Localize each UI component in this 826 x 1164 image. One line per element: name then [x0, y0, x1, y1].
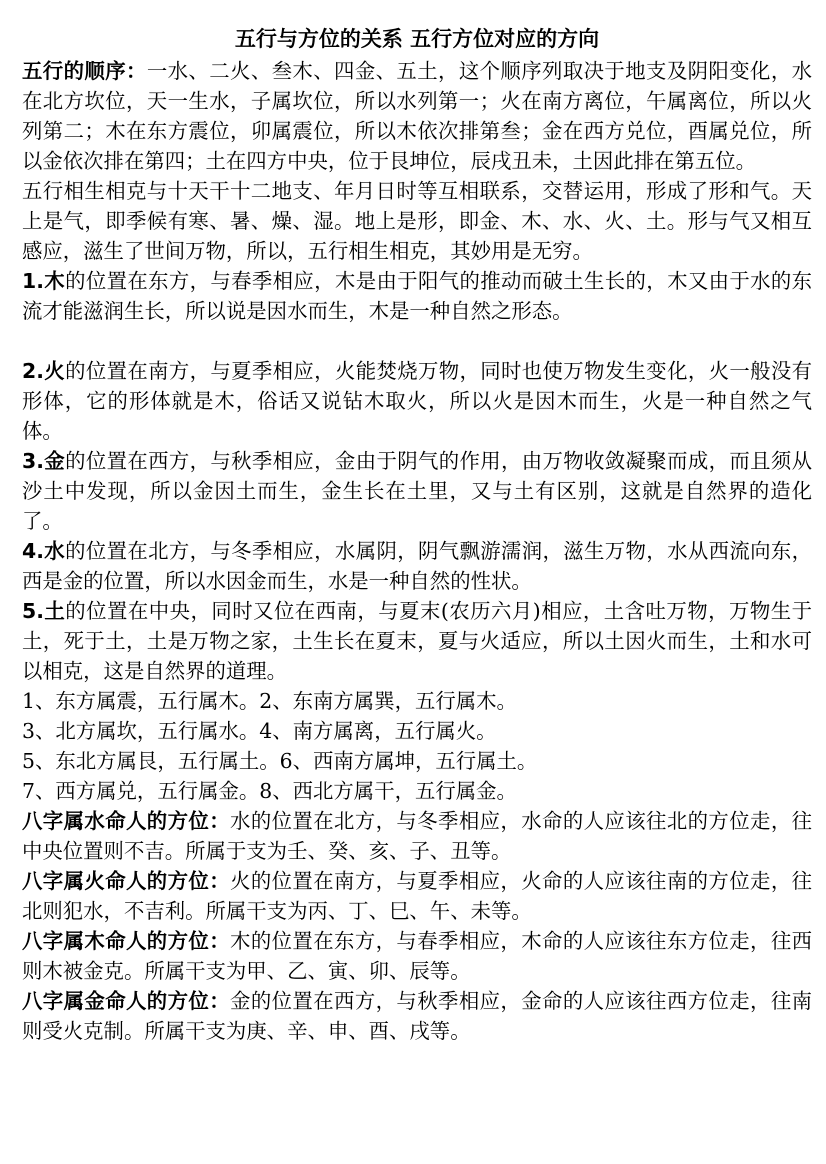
element-number: 5. — [22, 599, 44, 623]
page-title: 五行与方位的关系 五行方位对应的方向 — [234, 27, 600, 51]
bazi-text: 木的位置在东方，与春季相应，木命的人应该往东方位走，往西则木被金克。所属干支为甲、乙、寅、卯、辰等。 — [22, 929, 813, 983]
bazi-paragraph-metal — [22, 986, 812, 1046]
bazi-paragraph-fire — [22, 866, 812, 926]
direction-line: 3、北方属坎，五行属水。4、南方属离，五行属火。 — [22, 719, 497, 743]
bazi-label: 八字属火命人的方位： — [22, 869, 231, 893]
element-paragraph-earth — [22, 596, 812, 686]
element-paragraph-fire — [22, 356, 812, 446]
blank-line — [22, 326, 812, 356]
element-text: 的位置在南方，与夏季相应，火能焚烧万物，同时也使万物发生变化，火一般没有形体，它的形体就是木，俗话又说钻木取火，所以火是因木而生，火是一种自然之气体。 — [22, 359, 813, 443]
bazi-label: 八字属木命人的方位： — [22, 929, 231, 953]
element-text: 的位置在西方，与秋季相应，金由于阴气的作用，由万物收敛凝聚而成，而且须从沙土中发现，所以金因土而生，金生长在土里，又与土有区别，这就是自然界的造化了。 — [22, 449, 813, 533]
bazi-paragraph-water — [22, 806, 812, 866]
bazi-text: 水的位置在北方，与冬季相应，水命的人应该往北的方位走，往中央位置则不吉。所属于支为壬、癸、亥、子、丑等。 — [22, 809, 813, 863]
order-paragraph — [22, 56, 812, 176]
bazi-paragraph-wood — [22, 926, 812, 986]
element-text: 的位置在中央，同时又位在西南，与夏末(农历六月)相应，土含吐万物，万物生于土，死于土，土是万物之家，土生长在夏末，夏与火适应，所以土因火而生，土和水可以相克，这是自然界的道理。 — [22, 599, 812, 683]
element-name: 木 — [43, 269, 66, 293]
bazi-text: 火的位置在南方，与夏季相应，火命的人应该往南的方位走，往北则犯水，不吉利。所属干支为丙、丁、巳、午、未等。 — [22, 869, 813, 923]
order-text: 一水、二火、叁木、四金、五土，这个顺序列取决于地支及阴阳变化，水在北方坎位，天一生水，子属坎位，所以水列第一；火在南方离位，午属离位，所以火列第二；木在东方震位，卯属震位，所以木依次排第叁；金在西方兑位，酉属兑位，所以金依次排在第四；土在四方中央，位于艮坤位，辰戌丑未，土因此排在第五位。 — [22, 59, 813, 173]
element-number: 3. — [22, 449, 44, 473]
element-name: 火 — [43, 359, 66, 383]
element-paragraph-metal — [22, 446, 812, 536]
direction-line: 5、东北方属艮，五行属土。6、西南方属坤，五行属土。 — [22, 749, 538, 773]
bazi-label: 八字属水命人的方位： — [22, 809, 231, 833]
element-paragraph-wood — [22, 266, 812, 326]
element-name: 水 — [43, 539, 66, 563]
bazi-text: 金的位置在西方，与秋季相应，金命的人应该往西方位走，往南则受火克制。所属干支为庚、辛、申、酉、戌等。 — [22, 989, 813, 1043]
element-text: 的位置在东方，与春季相应，木是由于阳气的推动而破土生长的，木又由于水的东流才能滋润生长，所以说是因水而生，木是一种自然之形态。 — [22, 269, 813, 323]
order-label: 五行的顺序： — [22, 59, 147, 83]
element-name: 土 — [43, 599, 66, 623]
element-name: 金 — [43, 449, 66, 473]
element-number: 1. — [22, 269, 44, 293]
direction-line: 1、东方属震，五行属木。2、东南方属巽，五行属木。 — [22, 689, 517, 713]
direction-line: 7、西方属兑，五行属金。8、西北方属干，五行属金。 — [22, 779, 517, 803]
element-paragraph-water — [22, 536, 812, 596]
element-number: 2. — [22, 359, 44, 383]
intro-paragraph: 五行相生相克与十天干十二地支、年月日时等互相联系，交替运用，形成了形和气。天上是气，即季候有寒、暑、燥、湿。地上是形，即金、木、水、火、土。形与气又相互感应，滋生了世间万物，所以，五行相生相克，其妙用是无穷。 — [22, 179, 812, 263]
element-number: 4. — [22, 539, 44, 563]
bazi-label: 八字属金命人的方位： — [22, 989, 231, 1013]
element-text: 的位置在北方，与冬季相应，水属阴，阴气飘游濡润，滋生万物，水从西流向东，西是金的位置，所以水因金而生，水是一种自然的性状。 — [22, 539, 813, 593]
